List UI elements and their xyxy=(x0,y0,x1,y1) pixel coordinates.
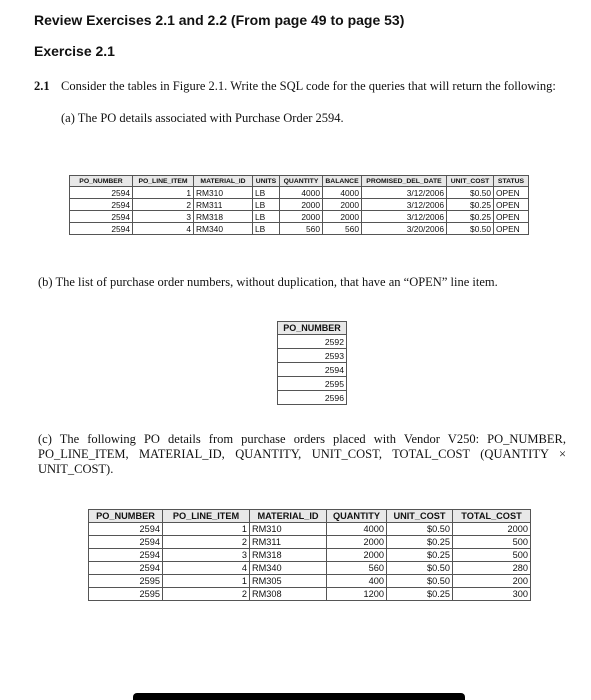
table-cell: 2594 xyxy=(70,199,133,211)
table-cell: $0.50 xyxy=(387,562,453,575)
table-cell: RM318 xyxy=(194,211,253,223)
table-cell: 1 xyxy=(133,187,194,199)
table-cell: 2000 xyxy=(280,199,323,211)
table-row xyxy=(89,549,531,562)
table-cell: 4000 xyxy=(323,187,362,199)
table-cell: 500 xyxy=(453,549,531,562)
question-intro: Consider the tables in Figure 2.1. Write the SQL code for the queries that will return the following: xyxy=(61,79,556,93)
table-cell: 2000 xyxy=(323,199,362,211)
column-header: QUANTITY xyxy=(327,510,387,523)
table-cell: 400 xyxy=(327,575,387,588)
table-cell: RM305 xyxy=(250,575,327,588)
column-header: TOTAL_COST xyxy=(453,510,531,523)
table-b-header-row xyxy=(278,322,347,335)
table-row xyxy=(70,187,529,199)
table-cell: 3 xyxy=(163,549,250,562)
table-c xyxy=(88,509,531,601)
column-header: BALANCE xyxy=(323,176,362,187)
table-cell: 2594 xyxy=(89,536,163,549)
table-cell: 560 xyxy=(280,223,323,235)
column-header: PO_NUMBER xyxy=(278,322,347,335)
table-cell: 2000 xyxy=(453,523,531,536)
table-cell: 2000 xyxy=(327,536,387,549)
table-row xyxy=(89,536,531,549)
table-cell: RM340 xyxy=(250,562,327,575)
home-indicator-bar xyxy=(133,693,465,700)
table-cell: RM311 xyxy=(250,536,327,549)
table-cell: 500 xyxy=(453,536,531,549)
table-cell: 2595 xyxy=(89,588,163,601)
table-cell: RM310 xyxy=(194,187,253,199)
column-header: UNIT_COST xyxy=(387,510,453,523)
table-cell: OPEN xyxy=(494,211,529,223)
table-a xyxy=(69,175,529,235)
table-row xyxy=(89,523,531,536)
column-header: PO_NUMBER xyxy=(89,510,163,523)
table-cell: 2594 xyxy=(89,562,163,575)
table-cell: 3/12/2006 xyxy=(362,199,447,211)
table-cell: 4000 xyxy=(280,187,323,199)
table-row xyxy=(278,377,347,391)
column-header: UNIT_COST xyxy=(447,176,494,187)
table-cell: 2594 xyxy=(278,363,347,377)
table-cell: 280 xyxy=(453,562,531,575)
column-header: QUANTITY xyxy=(280,176,323,187)
table-cell: 2000 xyxy=(280,211,323,223)
table-cell: $0.50 xyxy=(447,223,494,235)
table-cell: LB xyxy=(253,199,280,211)
part-a-text: (a) The PO details associated with Purchase Order 2594. xyxy=(61,111,344,125)
table-cell: RM308 xyxy=(250,588,327,601)
table-cell: RM340 xyxy=(194,223,253,235)
table-cell: 200 xyxy=(453,575,531,588)
table-cell: $0.50 xyxy=(387,575,453,588)
table-cell: $0.25 xyxy=(387,536,453,549)
table-cell: 2595 xyxy=(89,575,163,588)
table-cell: LB xyxy=(253,187,280,199)
table-cell: $0.25 xyxy=(447,199,494,211)
table-cell: $0.25 xyxy=(387,588,453,601)
table-cell: OPEN xyxy=(494,223,529,235)
table-cell: 2594 xyxy=(89,549,163,562)
table-cell: 2594 xyxy=(70,187,133,199)
table-row xyxy=(278,335,347,349)
table-b xyxy=(277,321,347,405)
table-cell: 560 xyxy=(323,223,362,235)
table-cell: RM310 xyxy=(250,523,327,536)
table-cell: OPEN xyxy=(494,187,529,199)
table-row xyxy=(278,363,347,377)
part-b-text: (b) The list of purchase order numbers, without duplication, that have an “OPEN” line item. xyxy=(38,275,498,289)
table-cell: OPEN xyxy=(494,199,529,211)
table-cell: $0.50 xyxy=(447,187,494,199)
table-cell: 2595 xyxy=(278,377,347,391)
table-cell: RM311 xyxy=(194,199,253,211)
column-header: PO_LINE_ITEM xyxy=(133,176,194,187)
table-cell: 2 xyxy=(133,199,194,211)
column-header: PROMISED_DEL_DATE xyxy=(362,176,447,187)
page-title: Review Exercises 2.1 and 2.2 (From page 49 to page 53) xyxy=(34,12,405,28)
table-cell: $0.25 xyxy=(447,211,494,223)
table-cell: $0.25 xyxy=(387,549,453,562)
table-cell: 300 xyxy=(453,588,531,601)
table-cell: 2593 xyxy=(278,349,347,363)
table-cell: 2000 xyxy=(327,549,387,562)
table-cell: 1200 xyxy=(327,588,387,601)
table-cell: LB xyxy=(253,223,280,235)
table-cell: 2594 xyxy=(89,523,163,536)
column-header: UNITS xyxy=(253,176,280,187)
table-cell: 2 xyxy=(163,536,250,549)
table-row xyxy=(70,211,529,223)
table-cell: 1 xyxy=(163,523,250,536)
table-cell: 4000 xyxy=(327,523,387,536)
table-cell: $0.50 xyxy=(387,523,453,536)
table-row xyxy=(89,588,531,601)
table-c-header-row xyxy=(89,510,531,523)
table-cell: 4 xyxy=(133,223,194,235)
column-header: PO_LINE_ITEM xyxy=(163,510,250,523)
table-cell: LB xyxy=(253,211,280,223)
table-cell: 1 xyxy=(163,575,250,588)
table-cell: 3/12/2006 xyxy=(362,211,447,223)
column-header: STATUS xyxy=(494,176,529,187)
table-cell: 3 xyxy=(133,211,194,223)
table-cell: 3/20/2006 xyxy=(362,223,447,235)
table-cell: 2594 xyxy=(70,211,133,223)
table-row xyxy=(89,562,531,575)
table-cell: 2596 xyxy=(278,391,347,405)
column-header: PO_NUMBER xyxy=(70,176,133,187)
table-row xyxy=(89,575,531,588)
table-cell: RM318 xyxy=(250,549,327,562)
table-row xyxy=(70,223,529,235)
table-row xyxy=(70,199,529,211)
part-c-text: (c) The following PO details from purchase orders placed with Vendor V250: PO_NUMBER, PO_LINE_ITEM, MATERIAL_ID, QUANTITY, UNIT_COST, TOTAL_COST (QUANTITY × UNIT_COST). xyxy=(38,432,566,476)
column-header: MATERIAL_ID xyxy=(250,510,327,523)
table-a-header-row xyxy=(70,176,529,187)
table-cell: 2592 xyxy=(278,335,347,349)
question-number: 2.1 xyxy=(34,79,50,93)
table-cell: 4 xyxy=(163,562,250,575)
table-cell: 2000 xyxy=(323,211,362,223)
column-header: MATERIAL_ID xyxy=(194,176,253,187)
table-cell: 560 xyxy=(327,562,387,575)
table-cell: 2594 xyxy=(70,223,133,235)
table-row xyxy=(278,391,347,405)
table-cell: 2 xyxy=(163,588,250,601)
table-cell: 3/12/2006 xyxy=(362,187,447,199)
table-row xyxy=(278,349,347,363)
exercise-heading: Exercise 2.1 xyxy=(34,43,115,59)
